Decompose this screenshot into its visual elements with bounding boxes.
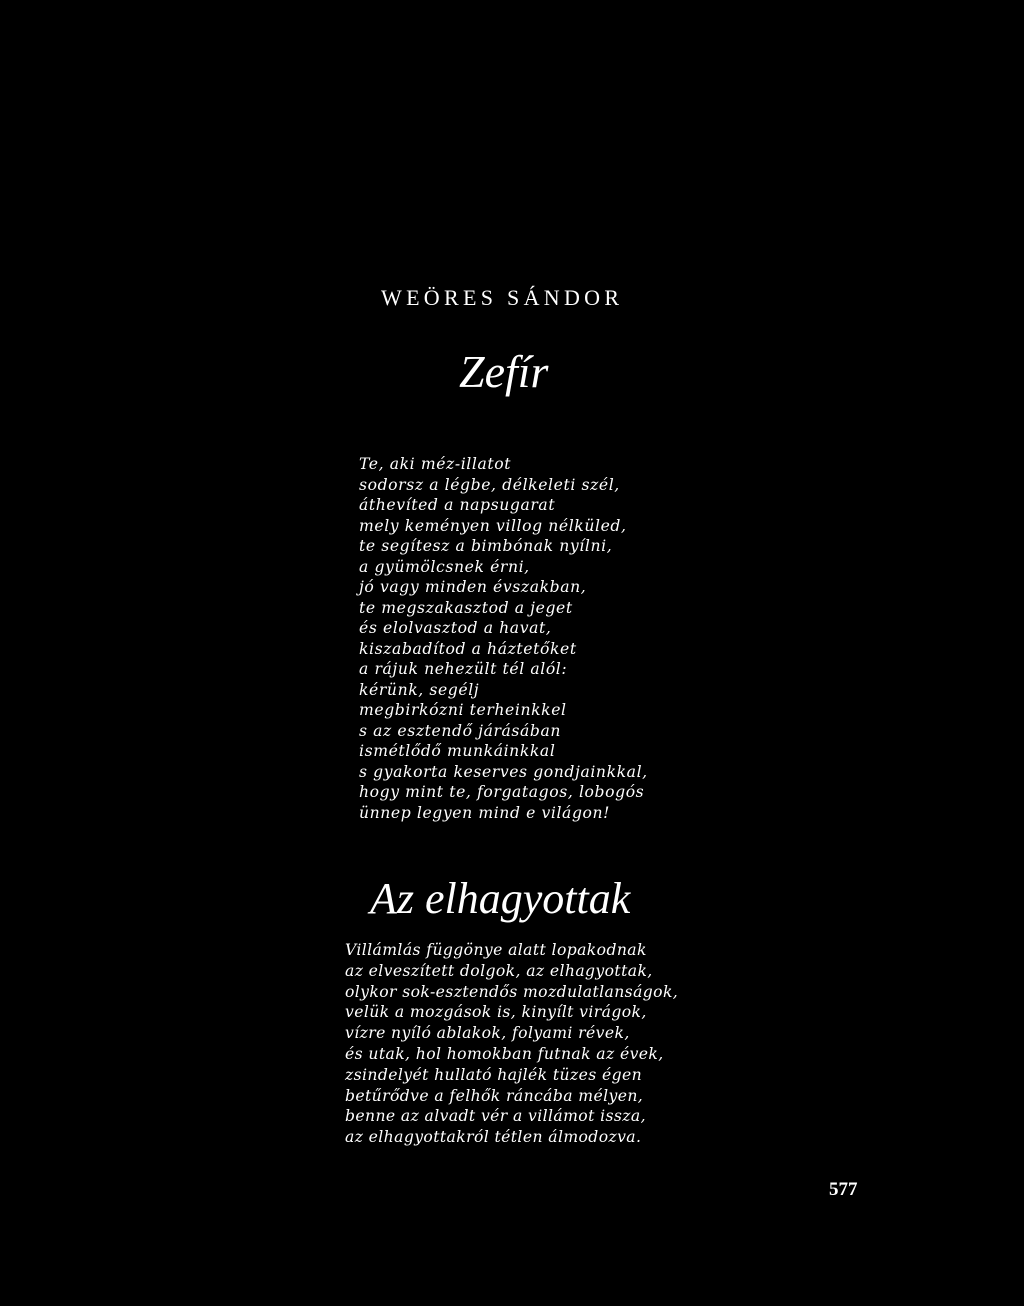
poem-line: betűrődve a felhők ráncába mélyen, [345, 1086, 644, 1105]
author-name: WEÖRES SÁNDOR [381, 285, 624, 310]
poem-line: s gyakorta keserves gondjainkkal, [359, 762, 648, 781]
poem-line: sodorsz a légbe, délkeleti szél, [359, 475, 620, 494]
poem-line: kiszabadítod a háztetőket [359, 639, 577, 658]
poem-line: az elhagyottakról tétlen álmodozva. [345, 1128, 642, 1147]
poem-line: te segítesz a bimbónak nyílni, [359, 537, 613, 555]
poem-line: mely keményen villog nélküled, [359, 516, 627, 535]
poem-line: a gyümölcsnek érni, [359, 557, 530, 576]
poem-line: te megszakasztod a jeget [359, 598, 573, 617]
poem-line: Te, aki méz-illatot [359, 455, 512, 473]
poem-line: vízre nyíló ablakok, folyami révek, [345, 1024, 630, 1043]
poem-line: a rájuk nehezült tél alól: [359, 660, 568, 678]
poem-line: Villámlás függönye alatt lopakodnak [345, 941, 647, 959]
poem-body-az-elhagyottak [345, 940, 678, 1148]
poem-line: benne az alvadt vér a villámot issza, [345, 1107, 646, 1126]
page-number: 577 [829, 1179, 858, 1200]
poem-line: ünnep legyen mind e világon! [359, 803, 611, 822]
poem-line: hogy mint te, forgatagos, lobogós [359, 783, 645, 801]
poem-line: velük a mozgások is, kinyílt virágok, [345, 1003, 647, 1022]
poem-line: zsindelyét hullató hajlék tüzes égen [345, 1065, 643, 1084]
poem-line: és utak, hol homokban futnak az évek, [345, 1044, 664, 1063]
poem-line: az elveszített dolgok, az elhagyottak, [345, 961, 653, 980]
poem-body-zefir [359, 454, 648, 823]
poem-line: olykor sok-esztendős mozdulatlanságok, [345, 982, 679, 1001]
poem-line: jó vagy minden évszakban, [359, 578, 587, 596]
poem-title-zefir: Zefír [459, 346, 549, 397]
poem-title-az-elhagyottak: Az elhagyottak [370, 874, 631, 923]
poem-line: megbirkózni terheinkkel [359, 701, 567, 719]
poem-line: és elolvasztod a havat, [359, 619, 552, 637]
poem-line: ismétlődő munkáinkkal [359, 742, 556, 760]
poem-line: áthevíted a napsugarat [359, 496, 556, 514]
poem-line: kérünk, segélj [359, 680, 480, 699]
poem-line: s az esztendő járásában [359, 721, 562, 740]
